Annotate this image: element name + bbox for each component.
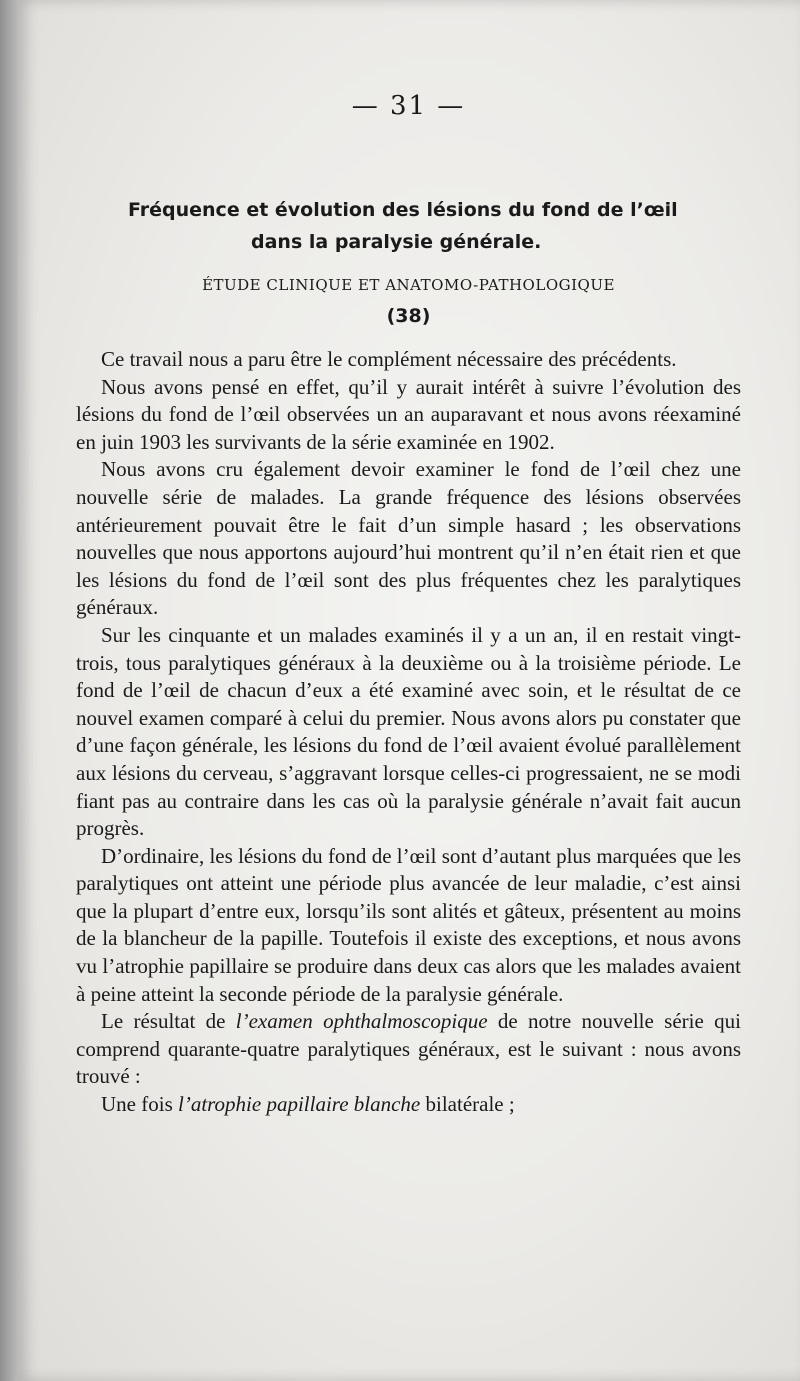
document-page — [18, 0, 800, 1381]
paragraph-4: Sur les cinquante et un malades examinés il y a un an, il en restait vingt-trois, tous paralytiques généraux à la deuxième ou à la troisième période. Le fond de l’œil de chacun d’eux a été examiné avec soin, et le résultat de ce nouvel examen comparé à celui du premier. Nous avons alors pu constater que d’une façon générale, les lésions du fond de l’œil avaient évolué parallèlement aux lésions du cerveau, s’aggravant lorsque celles-ci progressaient, ne se modi fiant pas au contraire dans les cas où la paralysie générale n’avait fait aucun progrès. — [76, 622, 741, 841]
page-number: — 31 — — [351, 91, 466, 121]
paragraph-7 — [76, 1091, 741, 1119]
paragraph-6-before: Le résultat de — [101, 1009, 236, 1034]
paragraph-6 — [76, 1008, 741, 1091]
body-text — [76, 346, 741, 1119]
paragraph-7-italic: l’atrophie papillaire blanche — [178, 1092, 421, 1117]
section-subtitle: ÉTUDE CLINIQUE ET ANATOMO-PATHOLOGIQUE — [202, 276, 615, 294]
reference-number: (38) — [386, 305, 431, 327]
paragraph-1: Ce travail nous a paru être le complément nécessaire des précédents. — [101, 347, 677, 371]
paragraph-2: Nous avons pensé en effet, qu’il y aurait intérêt à suivre l’évolution des lésions du fond de l’œil observées un an auparavant et nous avons réexaminé en juin 1903 les survivants de la série examinée en 1902. — [76, 374, 741, 454]
section-title-line-2: dans la paralysie générale. — [251, 231, 542, 253]
page-content — [76, 90, 741, 1119]
paragraph-3: Nous avons cru également devoir examiner le fond de l’œil chez une nouvelle série de malades. La grande fréquence des lésions observées antérieurement pouvait être le fait d’un simple hasard ; les observations nouvelles que nous apportons aujourd’hui montrent qu’il n’en était rien et que les lésions du fond de l’œil sont des plus fréquentes chez les paralytiques généraux. — [76, 457, 741, 620]
paragraph-6-italic: l’examen ophthalmoscopique — [235, 1009, 488, 1034]
paragraph-7-after: bilatérale ; — [420, 1092, 515, 1117]
section-title-line-1: Fréquence et évolution des lésions du fond de l’œil — [128, 199, 678, 221]
paragraph-7-before: Une fois — [101, 1092, 178, 1117]
paragraph-6-after: de notre nouvelle série qui comprend quarante-quatre paralytiques généraux, est le suivant : nous avons trouvé : — [76, 1009, 741, 1089]
paragraph-5: D’ordinaire, les lésions du fond de l’œil sont d’autant plus marquées que les paralytiques ont atteint une période plus avancée de leur maladie, c’est ainsi que la plupart d’entre eux, lorsqu’ils sont alités et gâteux, présentent au moins de la blancheur de la papille. Toutefois il existe des exceptions, et nous avons vu l’atrophie papillaire se produire dans deux cas alors que les malades avaient à peine atteint la seconde période de la paralysie générale. — [76, 843, 741, 1006]
